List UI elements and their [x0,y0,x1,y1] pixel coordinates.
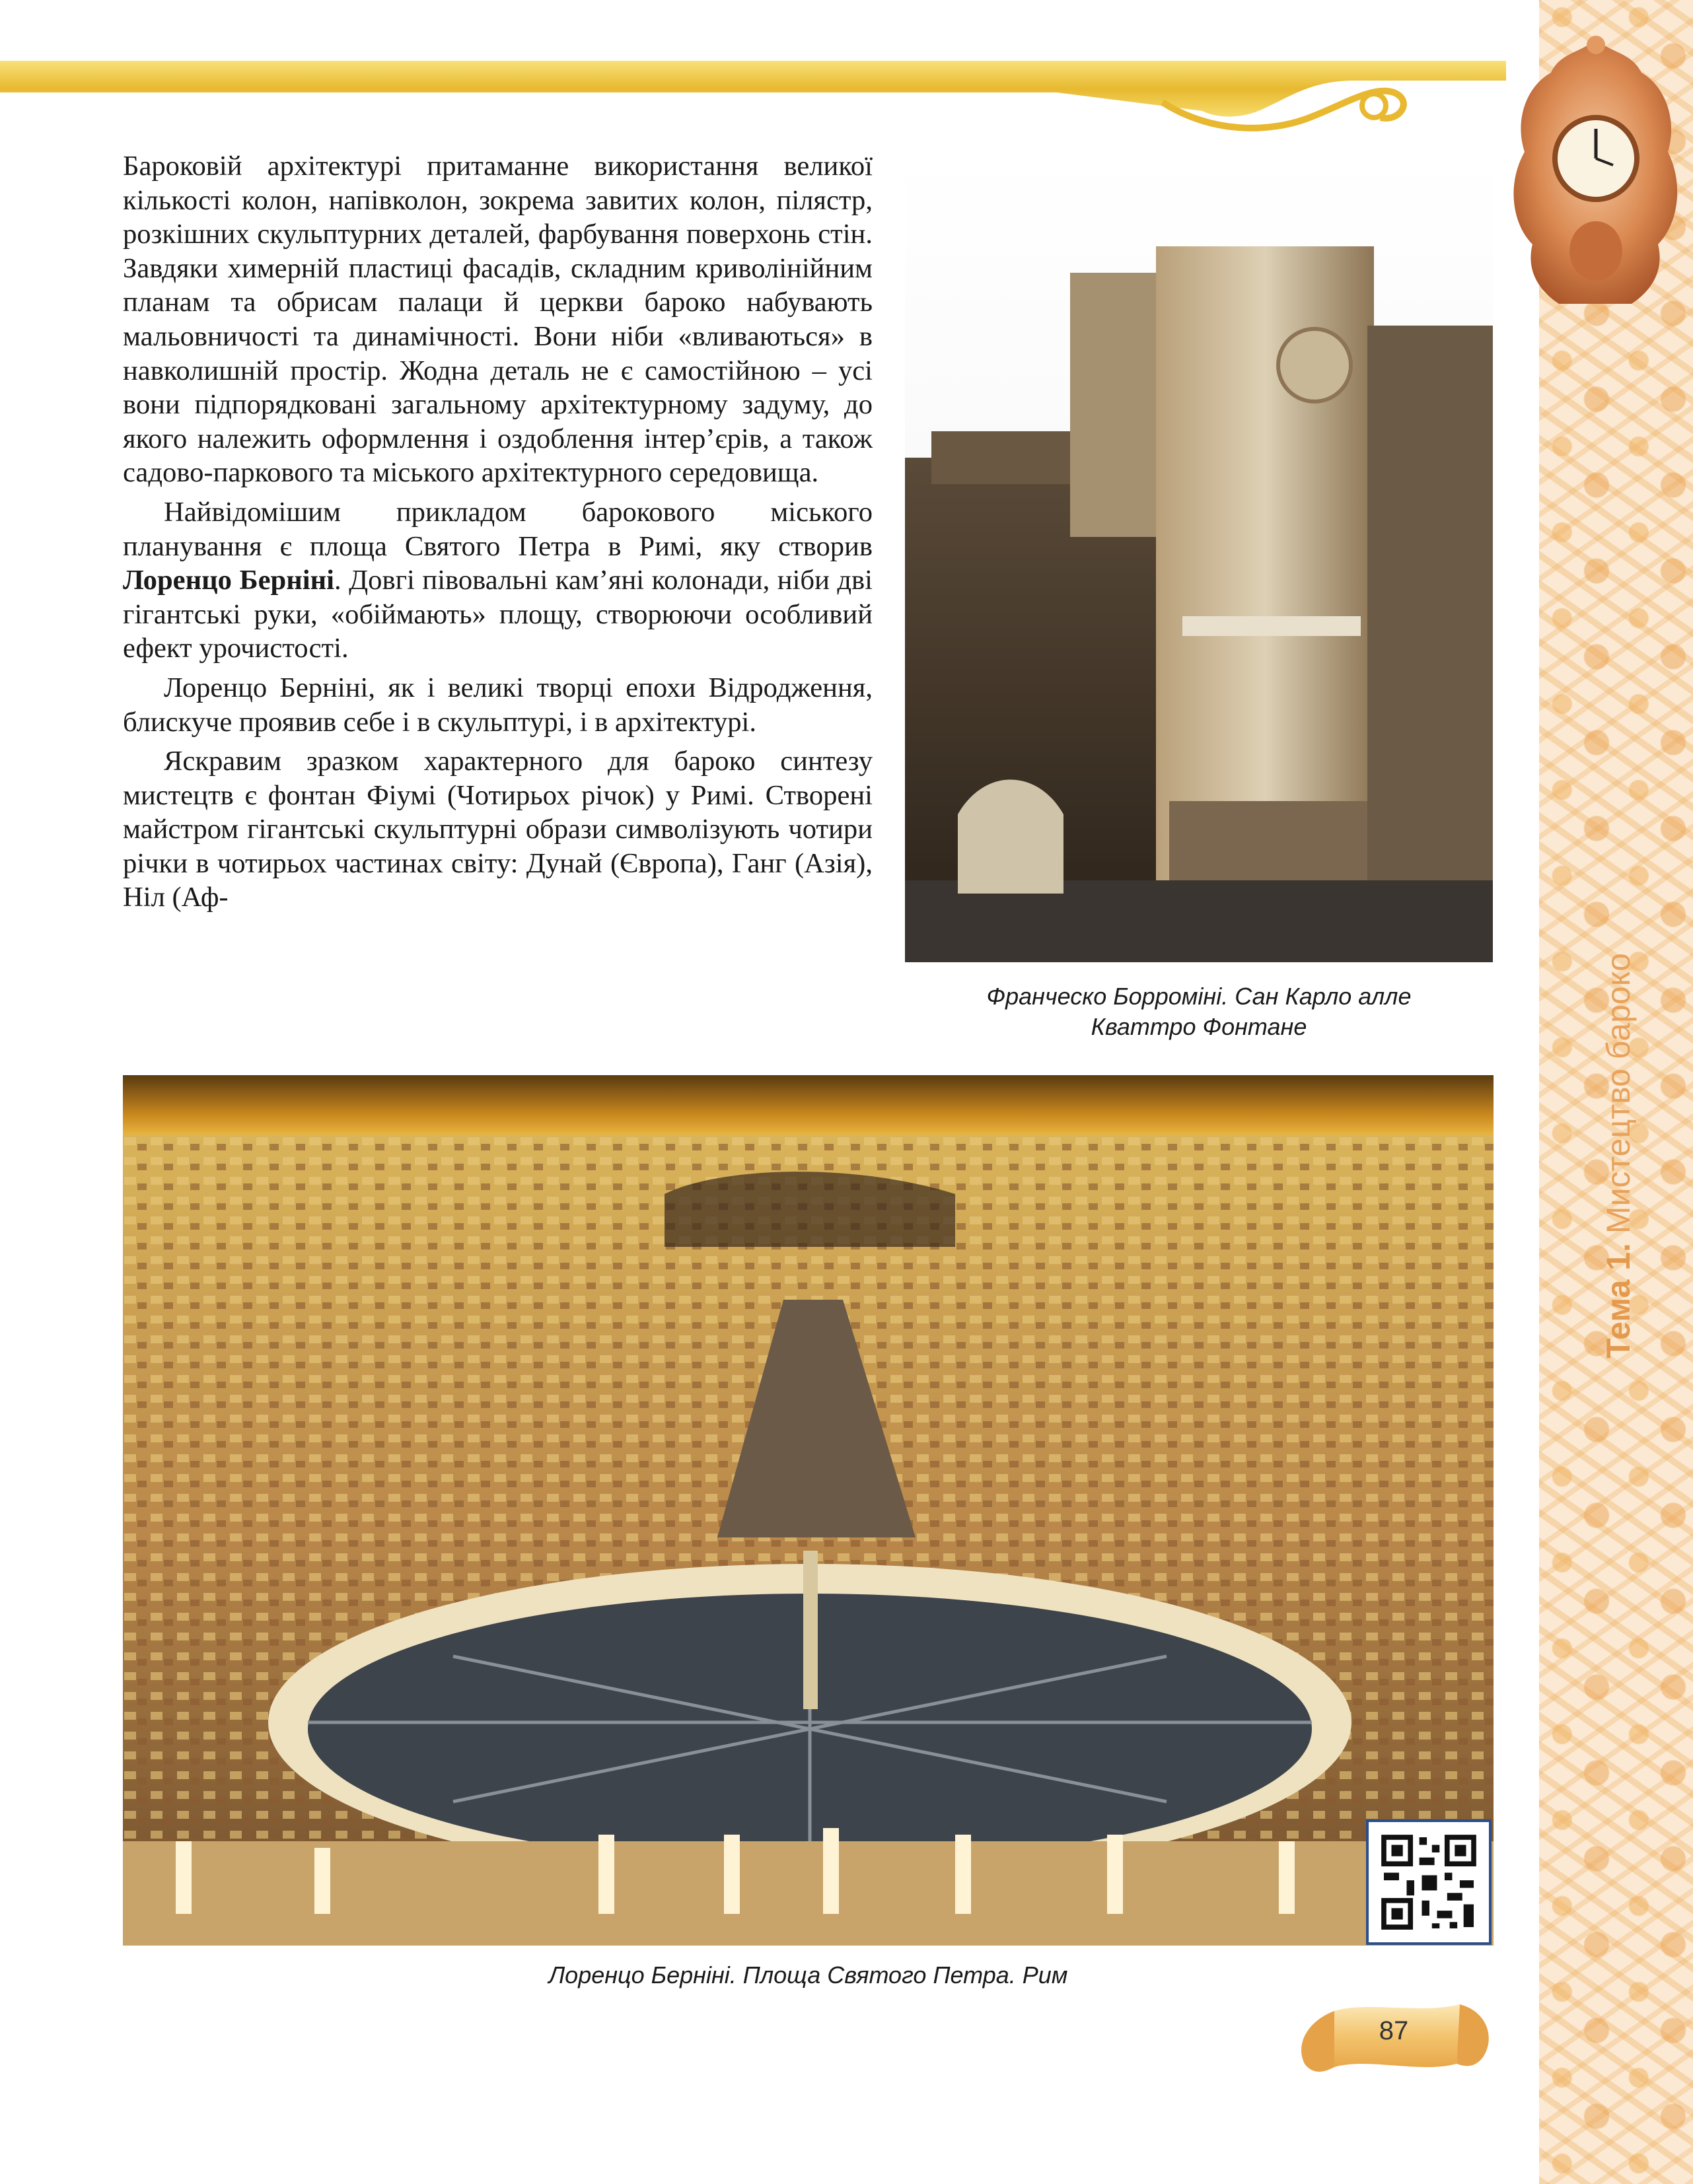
church-caption-line-1: Франческо Борроміні. Сан Карло алле [986,983,1412,1010]
bernini-name: Лоренцо Берніні [123,565,334,596]
qr-code-icon[interactable] [1366,1819,1492,1945]
paragraph-1: Бароковій архітектурі притаманне використання великої кількості колон, напівколон, зокрема завитих колон, пілястр, розкішних скульптурних деталей, фарбування поверхонь стін. Завдяки химерній пластиці фасадів, складним криволінійним планам та обрисам палаци й церкви бароко набувають мальовничості та динамічності. Вони ніби «вливаються» в навколишній простір. Жодна деталь не є самостійною – усі вони підпорядковані загальному архітектурному задуму, до якого належить оформлення і оздоблення інтер’єрів, а також садово-паркового та міського архітектурного середовища. [123,151,873,489]
main-text-block [123,149,873,920]
paragraph-2-part-b: . Довгі півовальні кам’яні колонади, ніби дві гігантські руки, «обіймають» площу, створюючи особливий ефект урочистості. [123,565,873,664]
church-caption-line-2: Кваттро Фонтане [1091,1013,1307,1040]
st-peters-square-photo [123,1075,1494,1946]
church-caption [898,981,1499,1042]
church-photo [905,154,1493,962]
topic-number: Тема 1. [1600,1243,1637,1358]
topic-title: Мистецтво бароко [1600,953,1637,1244]
paragraph-3: Лоренцо Берніні, як і великі творці епохи Відродження, блискуче проявив себе і в скульптурі, і в архітектурі. [123,672,873,738]
square-caption: Лоренцо Берніні. Площа Святого Петра. Рим [548,1961,1068,1989]
ornate-clock-icon [1499,26,1693,330]
side-topic-label [1589,793,1648,1519]
top-gold-banner [0,40,1519,139]
paragraph-4: Яскравим зразком характерного для бароко синтезу мистецтв є фонтан Фіумі (Чотирьох річок) у Римі. Створені майстром гігантські скульптурні образи символізують чотири річки в чотирьох частинах світу: Дунай (Європа), Ганг (Азія), Ніл (Аф- [123,746,873,913]
paragraph-2-part-a: Найвідомішим прикладом барокового міського планування є площа Святого Петра в Римі, яку створив [123,496,873,562]
paragraph-2 [123,495,873,666]
page-number: 87 [1379,2016,1409,2045]
